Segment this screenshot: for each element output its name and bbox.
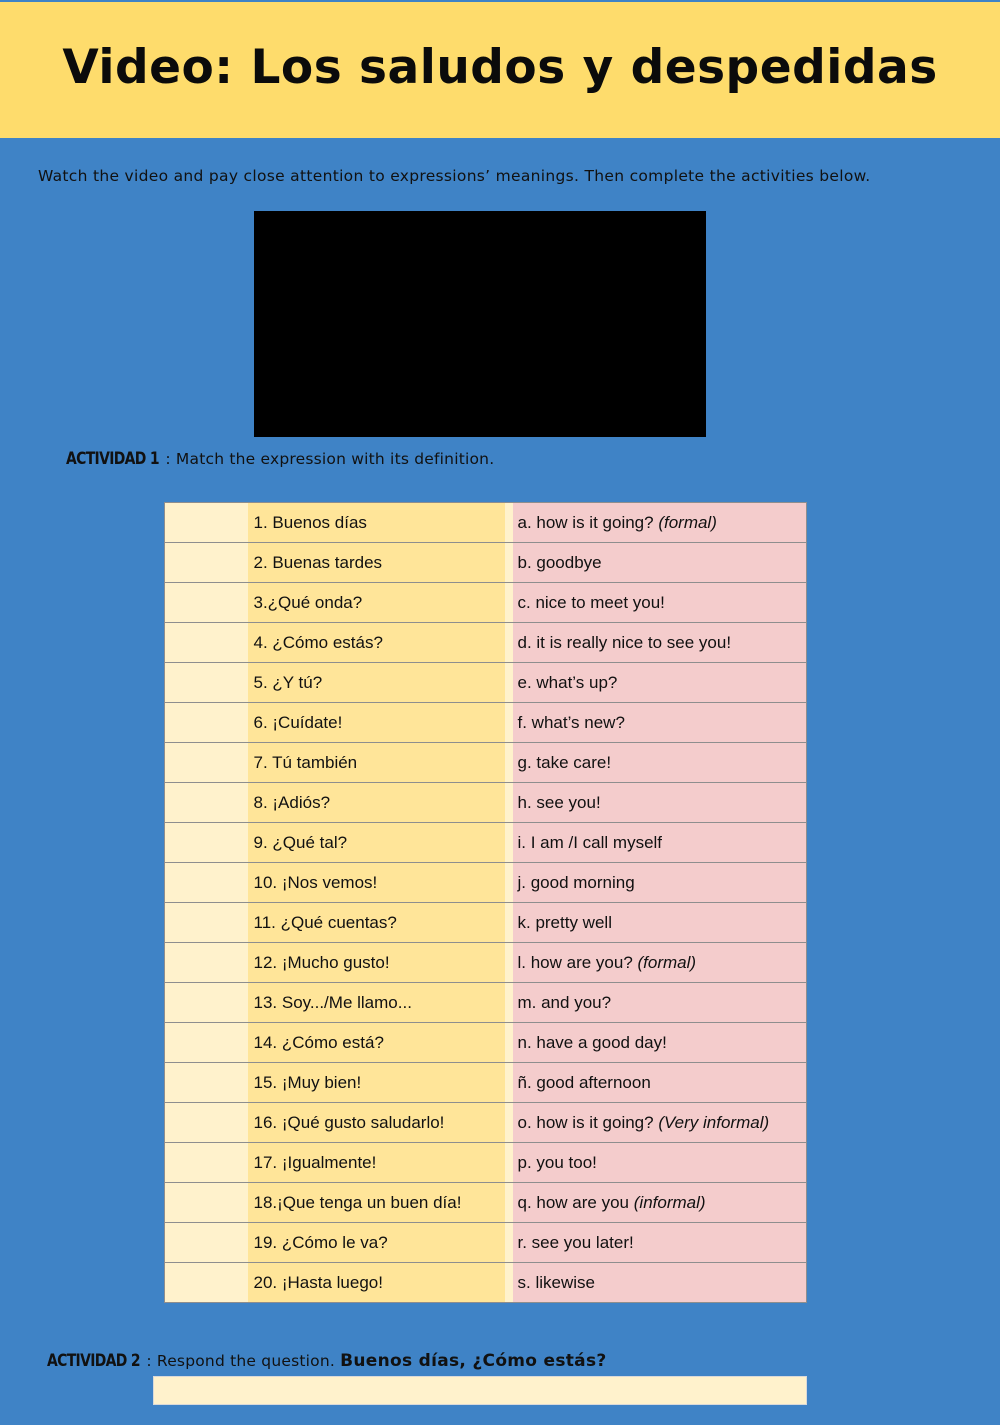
definition-text: f. what’s new?	[517, 712, 625, 732]
cell-divider	[505, 1223, 513, 1263]
definition-text: c. nice to meet you!	[517, 592, 665, 612]
cell-divider	[505, 503, 513, 543]
activity-2-label	[47, 1351, 607, 1371]
definition-cell	[513, 663, 807, 703]
activity-1-instruction: : Match the expression with its definition.	[165, 450, 495, 468]
definition-cell	[513, 1183, 807, 1223]
expression-cell: 20. ¡Hasta luego!	[248, 1263, 505, 1303]
definition-cell	[513, 703, 807, 743]
cell-divider	[505, 863, 513, 903]
definition-cell	[513, 903, 807, 943]
definition-text: ñ. good afternoon	[517, 1072, 651, 1092]
definition-cell	[513, 863, 807, 903]
expression-cell: 15. ¡Muy bien!	[248, 1063, 505, 1103]
definition-text: q. how are you	[517, 1192, 634, 1212]
answer-cell[interactable]	[165, 743, 248, 783]
definition-cell	[513, 1223, 807, 1263]
answer-cell[interactable]	[165, 823, 248, 863]
definition-text: l. how are you?	[517, 952, 638, 972]
table-row	[165, 583, 807, 623]
answer-cell[interactable]	[165, 1063, 248, 1103]
definition-cell	[513, 783, 807, 823]
table-row	[165, 823, 807, 863]
definition-text: o. how is it going?	[517, 1112, 659, 1132]
table-row	[165, 663, 807, 703]
answer-cell[interactable]	[165, 663, 248, 703]
expression-cell: 19. ¿Cómo le va?	[248, 1223, 505, 1263]
definition-text: m. and you?	[517, 992, 612, 1012]
answer-cell[interactable]	[165, 583, 248, 623]
cell-divider	[505, 983, 513, 1023]
expression-cell: 11. ¿Qué cuentas?	[248, 903, 505, 943]
definition-text: a. how is it going?	[517, 512, 659, 532]
expression-cell: 2. Buenas tardes	[248, 543, 505, 583]
cell-divider	[505, 543, 513, 583]
definition-note: (informal)	[633, 1192, 706, 1212]
cell-divider	[505, 1063, 513, 1103]
expression-cell: 8. ¡Adiós?	[248, 783, 505, 823]
cell-divider	[505, 583, 513, 623]
expression-cell: 14. ¿Cómo está?	[248, 1023, 505, 1063]
expression-cell: 13. Soy.../Me llamo...	[248, 983, 505, 1023]
expression-cell: 6. ¡Cuídate!	[248, 703, 505, 743]
definition-cell	[513, 943, 807, 983]
table-row	[165, 1223, 807, 1263]
activity-1-tag: ACTIVIDAD 1	[66, 449, 159, 469]
table-row	[165, 783, 807, 823]
definition-text: s. likewise	[517, 1272, 595, 1292]
expression-cell: 4. ¿Cómo estás?	[248, 623, 505, 663]
definition-text: e. what’s up?	[517, 672, 618, 692]
definition-text: n. have a good day!	[517, 1032, 667, 1052]
cell-divider	[505, 703, 513, 743]
answer-cell[interactable]	[165, 1223, 248, 1263]
definition-cell	[513, 1143, 807, 1183]
table-row	[165, 863, 807, 903]
answer-input[interactable]	[153, 1376, 807, 1405]
definition-cell	[513, 543, 807, 583]
cell-divider	[505, 943, 513, 983]
activity-1-label	[66, 449, 494, 469]
table-row	[165, 743, 807, 783]
page-title: Video: Los saludos y despedidas	[62, 40, 938, 95]
answer-cell[interactable]	[165, 623, 248, 663]
definition-text: d. it is really nice to see you!	[517, 632, 732, 652]
definition-cell	[513, 983, 807, 1023]
table-row	[165, 1183, 807, 1223]
matching-table	[164, 502, 807, 1303]
definition-text: b. goodbye	[517, 552, 602, 572]
definition-text: g. take care!	[517, 752, 612, 772]
cell-divider	[505, 783, 513, 823]
expression-cell: 1. Buenos días	[248, 503, 505, 543]
definition-cell	[513, 503, 807, 543]
expression-cell: 10. ¡Nos vemos!	[248, 863, 505, 903]
expression-cell: 18.¡Que tenga un buen día!	[248, 1183, 505, 1223]
cell-divider	[505, 663, 513, 703]
answer-cell[interactable]	[165, 1023, 248, 1063]
definition-cell	[513, 743, 807, 783]
expression-cell: 17. ¡Igualmente!	[248, 1143, 505, 1183]
answer-cell[interactable]	[165, 1183, 248, 1223]
table-row	[165, 983, 807, 1023]
expression-cell: 9. ¿Qué tal?	[248, 823, 505, 863]
cell-divider	[505, 823, 513, 863]
expression-cell: 7. Tú también	[248, 743, 505, 783]
definition-text: k. pretty well	[517, 912, 612, 932]
activity-2-instruction: : Respond the question.	[146, 1352, 341, 1370]
table-row	[165, 543, 807, 583]
answer-cell[interactable]	[165, 703, 248, 743]
definition-note: (formal)	[637, 952, 697, 972]
answer-cell[interactable]	[165, 1143, 248, 1183]
expression-cell: 12. ¡Mucho gusto!	[248, 943, 505, 983]
cell-divider	[505, 1143, 513, 1183]
table-row	[165, 623, 807, 663]
cell-divider	[505, 1103, 513, 1143]
cell-divider	[505, 1023, 513, 1063]
expression-cell: 16. ¡Qué gusto saludarlo!	[248, 1103, 505, 1143]
definition-text: h. see you!	[517, 792, 601, 812]
definition-cell	[513, 583, 807, 623]
table-row	[165, 1023, 807, 1063]
cell-divider	[505, 1263, 513, 1303]
table-row	[165, 1103, 807, 1143]
answer-cell[interactable]	[165, 1263, 248, 1303]
expression-cell: 5. ¿Y tú?	[248, 663, 505, 703]
answer-cell[interactable]	[165, 983, 248, 1023]
cell-divider	[505, 623, 513, 663]
table-row	[165, 903, 807, 943]
table-row	[165, 703, 807, 743]
table-row	[165, 1263, 807, 1303]
answer-cell[interactable]	[165, 503, 248, 543]
table-row	[165, 1143, 807, 1183]
definition-cell	[513, 1263, 807, 1303]
answer-cell[interactable]	[165, 1103, 248, 1143]
table-row	[165, 503, 807, 543]
expression-cell: 3.¿Qué onda?	[248, 583, 505, 623]
cell-divider	[505, 1183, 513, 1223]
definition-text: p. you too!	[517, 1152, 597, 1172]
answer-cell[interactable]	[165, 863, 248, 903]
definition-text: r. see you later!	[517, 1232, 634, 1252]
activity-2-question: Buenos días, ¿Cómo estás?	[340, 1351, 607, 1371]
definition-text: i. I am /I call myself	[517, 832, 663, 852]
header-banner	[0, 0, 1000, 138]
answer-cell[interactable]	[165, 943, 248, 983]
definition-cell	[513, 823, 807, 863]
cell-divider	[505, 743, 513, 783]
definition-note: (Very informal)	[658, 1112, 770, 1132]
definition-note: (formal)	[658, 512, 717, 532]
cell-divider	[505, 903, 513, 943]
definition-cell	[513, 1023, 807, 1063]
instructions-text: Watch the video and pay close attention to expressions’ meanings. Then complete the activities below.	[38, 167, 871, 185]
table-row	[165, 1063, 807, 1103]
definition-cell	[513, 1103, 807, 1143]
activity-2-tag: ACTIVIDAD 2	[47, 1351, 140, 1371]
answer-cell[interactable]	[165, 543, 248, 583]
definition-cell	[513, 623, 807, 663]
video-player[interactable]	[254, 211, 706, 437]
definition-cell	[513, 1063, 807, 1103]
answer-cell[interactable]	[165, 903, 248, 943]
definition-text: j. good morning	[517, 872, 635, 892]
answer-cell[interactable]	[165, 783, 248, 823]
table-row	[165, 943, 807, 983]
